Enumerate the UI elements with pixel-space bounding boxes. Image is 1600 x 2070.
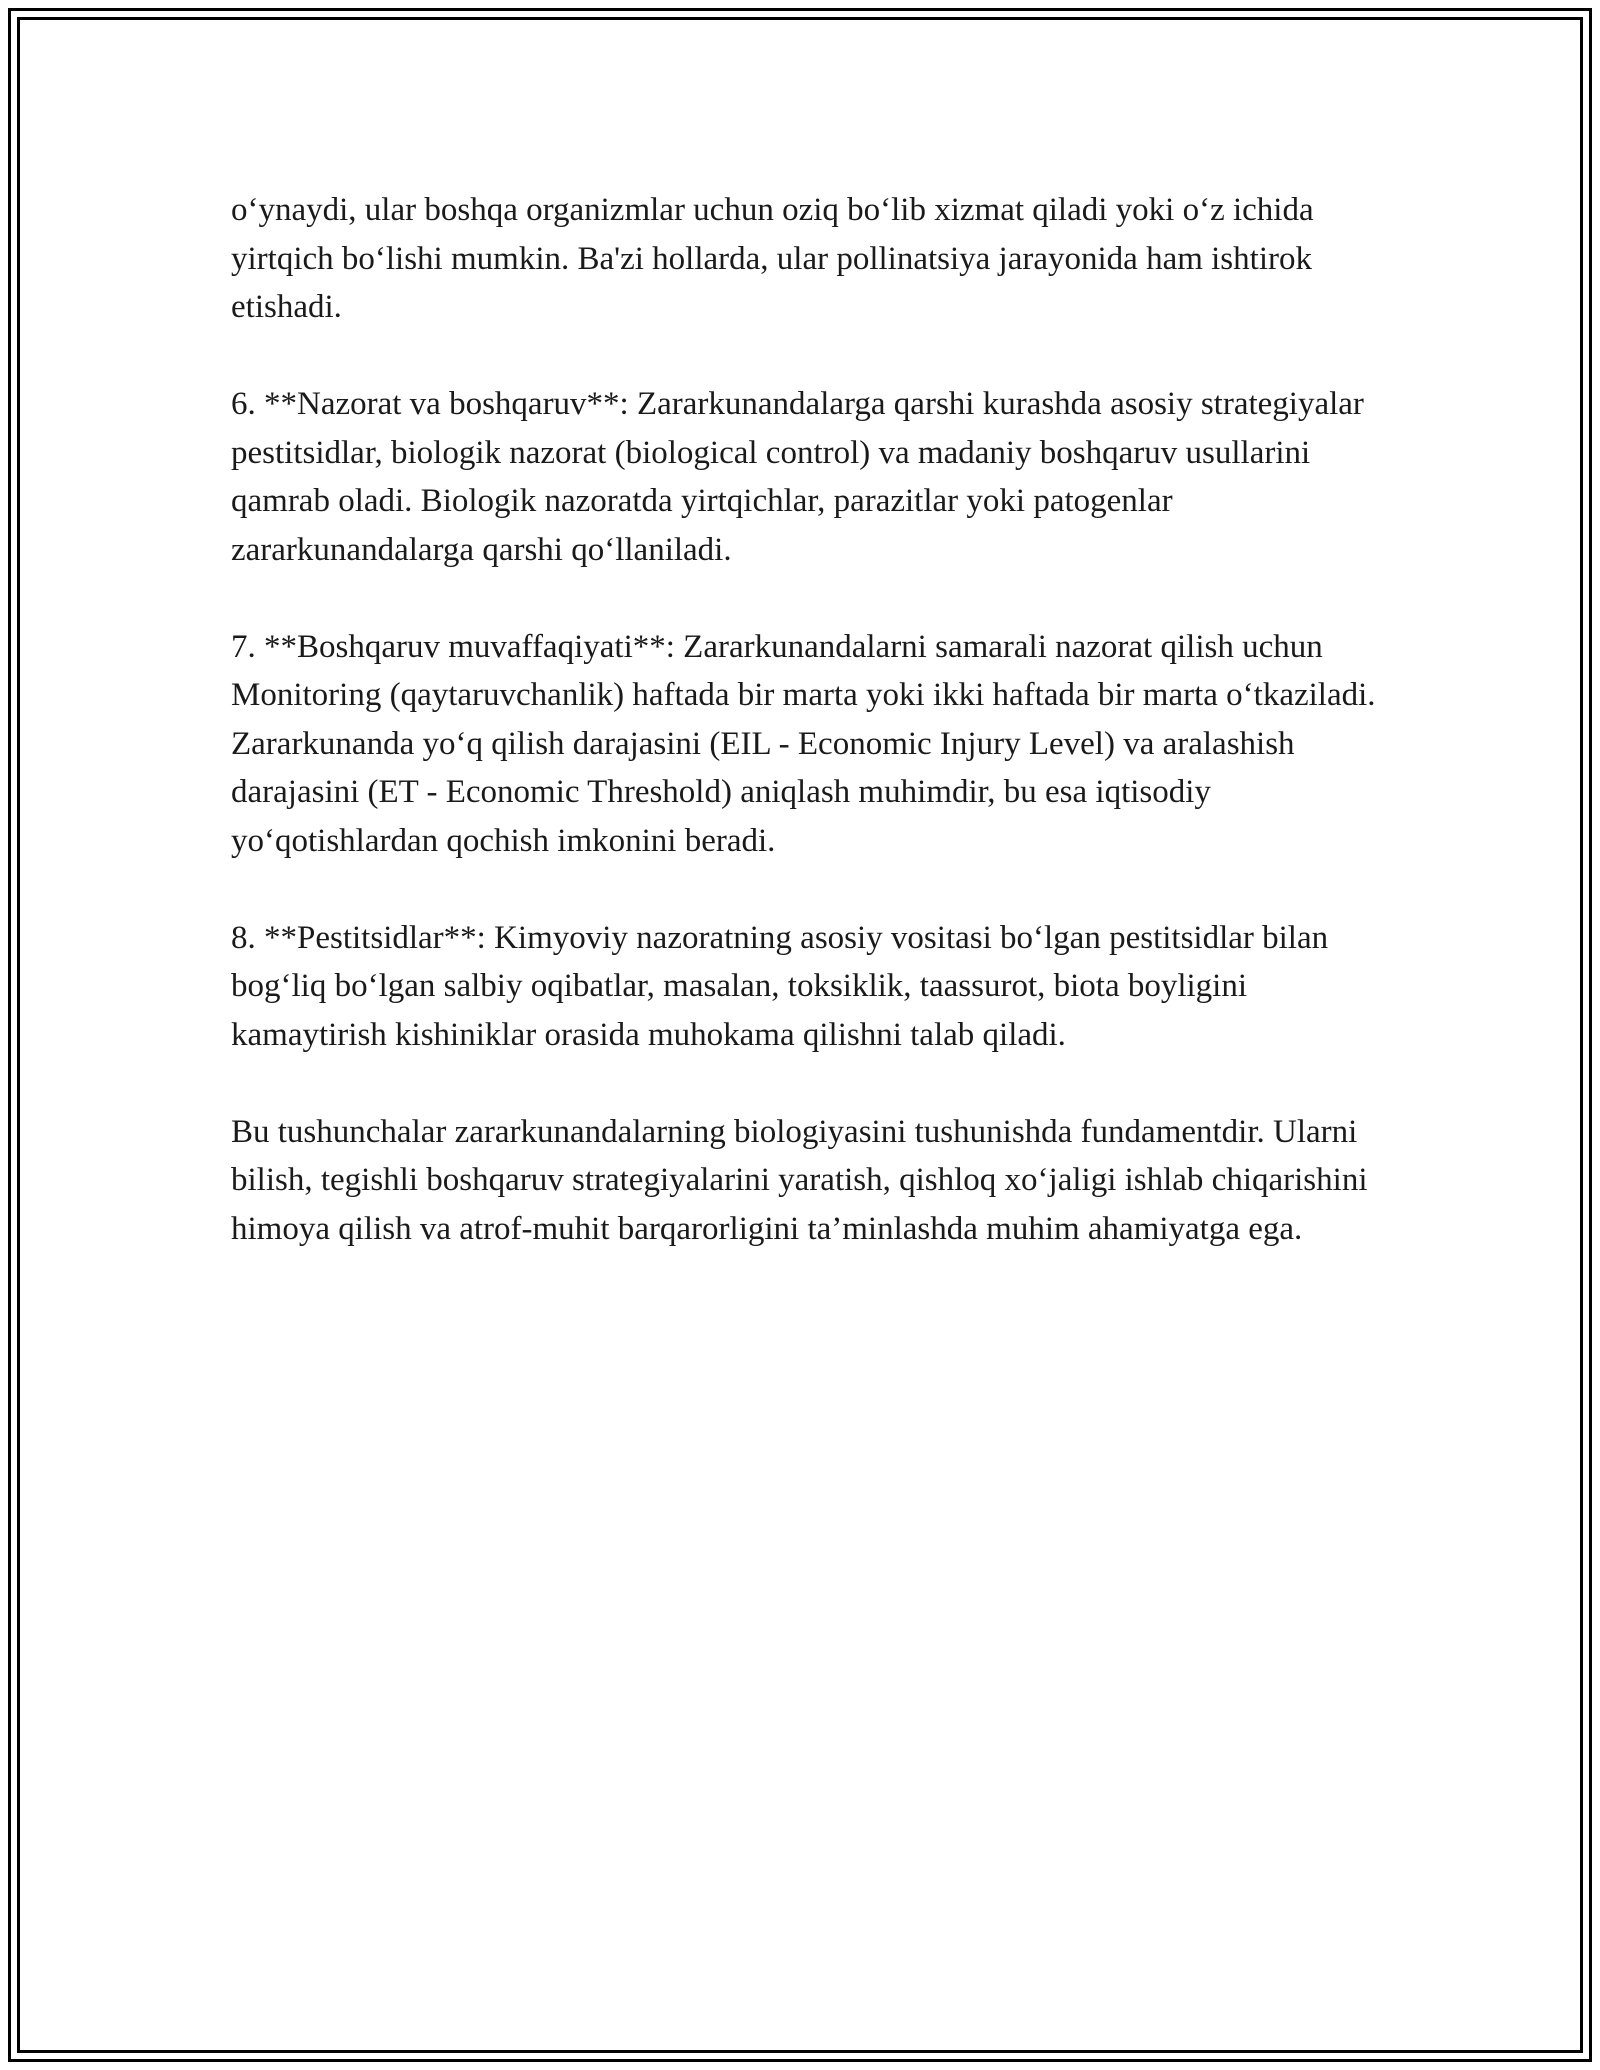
document-body [231,186,1381,1253]
paragraph-item-6: 6. **Nazorat va boshqaruv**: Zararkunandalarga qarshi kurashda asosiy strategiyalar pestitsidlar, biologik nazorat (biological control) va madaniy boshqaruv usullarini qamrab oladi. Biologik nazoratda yirtqichlar, parazitlar yoki patogenlar zararkunandalarga qarshi qo‘llaniladi. [231,386,1364,568]
paragraph-item-8: 8. **Pestitsidlar**: Kimyoviy nazoratning asosiy vositasi bo‘lgan pestitsidlar bilan bog‘liq bo‘lgan salbiy oqibatlar, masalan, toksiklik, taassurot, biota boyligini kamaytirish kishiniklar orasida muhokama qilishni talab qiladi. [231,919,1329,1053]
paragraph-conclusion: Bu tushunchalar zararkunandalarning biologiyasini tushunishda fundamentdir. Ularni bilish, tegishli boshqaruv strategiyalarini yaratish, qishloq xo‘jaligi ishlab chiqarishini himoya qilish va atrof-muhit barqarorligini ta’minlashda muhim ahamiyatga ega. [231,1113,1368,1247]
document-page [8,8,1592,2062]
paragraph-continuation: o‘ynaydi, ular boshqa organizmlar uchun oziq bo‘lib xizmat qiladi yoki o‘z ichida yirtqich bo‘lishi mumkin. Ba'zi hollarda, ular pollinatsiya jarayonida ham ishtirok etishadi. [231,192,1314,325]
paragraph-item-7: 7. **Boshqaruv muvaffaqiyati**: Zararkunandalarni samarali nazorat qilish uchun Monitoring (qaytaruvchanlik) haftada bir marta yoki ikki haftada bir marta o‘tkaziladi. Zararkunanda yo‘q qilish darajasini (EIL - Economic Injury Level) va aralashish darajasini (ET - Economic Threshold) aniqlash muhimdir, bu esa iqtisodiy yo‘qotishlardan qochish imkonini beradi. [231,628,1376,859]
